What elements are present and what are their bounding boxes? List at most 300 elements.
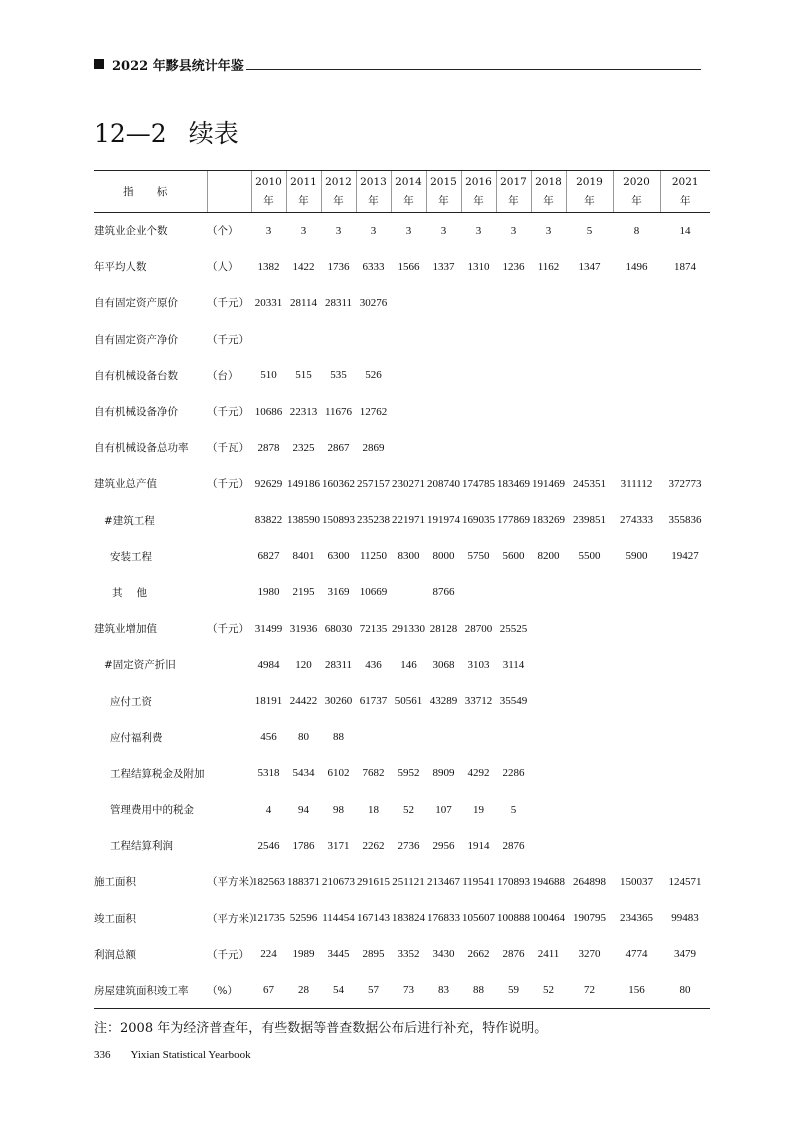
table-cell: 14 (679, 224, 691, 237)
table-cell: 2867 (327, 441, 350, 454)
table-cell: 33712 (464, 695, 493, 708)
row-label: 建筑业增加值 (94, 623, 157, 636)
row-unit (207, 828, 251, 864)
table-cell (531, 285, 566, 321)
table-cell: 4774 (625, 948, 648, 961)
table-cell: 98 (333, 803, 344, 816)
table-number: 12—2 (94, 119, 167, 148)
table-cell (531, 321, 566, 357)
table-header-row (94, 171, 710, 213)
statistics-table (94, 170, 710, 1009)
table-cell: 5 (586, 224, 593, 237)
table-cell: 92629 (254, 477, 283, 490)
table-cell (613, 321, 660, 357)
table-cell: 4984 (257, 658, 280, 671)
table-cell: 2325 (292, 441, 315, 454)
table-row (94, 828, 710, 864)
table-cell: 221971 (392, 514, 425, 527)
table-cell: 72135 (359, 622, 388, 635)
row-label: 应付福利费 (110, 731, 163, 744)
row-label: 竣工面积 (94, 912, 136, 925)
table-cell (613, 357, 660, 393)
table-cell: 3 (265, 224, 272, 237)
table-cell: 22313 (289, 405, 318, 418)
table-cell: 5434 (292, 767, 315, 780)
table-cell (613, 393, 660, 429)
table-cell (461, 285, 496, 321)
table-cell: 107 (435, 803, 452, 816)
table-cell: 182563 (252, 875, 285, 888)
table-cell (566, 647, 613, 683)
table-cell (426, 285, 461, 321)
table-row (94, 900, 710, 936)
year-header (496, 171, 531, 213)
table-cell: 230271 (392, 477, 425, 490)
table-cell: 138590 (287, 514, 320, 527)
table-cell: 1310 (467, 260, 490, 273)
table-cell: 3 (335, 224, 342, 237)
table-cell: 28311 (324, 658, 353, 671)
table-cell: 6300 (327, 550, 350, 563)
table-cell: 1236 (502, 260, 525, 273)
table-cell (660, 430, 710, 466)
table-cell (660, 285, 710, 321)
table-row (94, 357, 710, 393)
table-cell: 30276 (359, 296, 388, 309)
page-footer (94, 1049, 251, 1061)
table-cell: 291330 (392, 622, 425, 635)
table-cell (660, 574, 710, 610)
table-cell: 3068 (432, 658, 455, 671)
year-header (286, 171, 321, 213)
table-row (94, 285, 710, 321)
table-cell: 88 (461, 972, 496, 1008)
year-header (531, 171, 566, 213)
table-row (94, 719, 710, 755)
table-cell: 8909 (432, 767, 455, 780)
table-cell: 1496 (625, 260, 648, 273)
table-cell: 188371 (287, 875, 320, 888)
table-cell (356, 719, 391, 755)
year-label: 2016 (465, 175, 492, 188)
table-cell: 6827 (257, 550, 280, 563)
table-cell (566, 574, 613, 610)
table-cell (613, 285, 660, 321)
row-label: 自有机械设备总功率 (94, 442, 189, 455)
table-cell: 177869 (497, 514, 530, 527)
table-cell (321, 321, 356, 357)
table-cell: 239851 (573, 514, 606, 527)
table-cell: 67 (251, 972, 286, 1008)
table-cell: 1422 (292, 260, 315, 273)
table-cell: 1874 (674, 260, 696, 273)
table-cell (461, 357, 496, 393)
table-cell: 169035 (462, 514, 495, 527)
table-cell: 3430 (432, 948, 455, 961)
table-cell (566, 792, 613, 828)
table-cell (531, 611, 566, 647)
table-row (94, 213, 710, 249)
table-cell (461, 719, 496, 755)
table-cell: 176833 (427, 912, 460, 925)
table-cell (660, 393, 710, 429)
row-unit: （千元） (207, 478, 249, 491)
table-cell (660, 683, 710, 719)
table-cell: 28128 (429, 622, 458, 635)
table-cell (613, 611, 660, 647)
table-cell: 5318 (257, 767, 280, 780)
table-cell (426, 719, 461, 755)
table-cell: 7682 (362, 767, 385, 780)
row-unit: （千元） (207, 623, 249, 636)
table-cell: 59 (496, 972, 531, 1008)
table-cell: 121735 (252, 912, 285, 925)
table-cell: 19 (473, 803, 484, 816)
table-cell (613, 755, 660, 791)
row-unit: （%） (207, 972, 251, 1008)
table-cell: 194688 (532, 875, 565, 888)
table-cell: 156 (613, 972, 660, 1008)
year-header (660, 171, 710, 213)
table-cell: 190795 (573, 912, 606, 925)
table-cell: 5500 (578, 550, 601, 563)
table-cell: 80 (298, 731, 309, 744)
year-label: 2020 (623, 175, 650, 188)
table-cell: 2956 (432, 839, 455, 852)
table-cell (566, 430, 613, 466)
table-cell: 1347 (578, 260, 601, 273)
row-unit: （千瓦） (207, 442, 249, 455)
table-cell: 1980 (257, 586, 280, 599)
table-cell (531, 357, 566, 393)
table-cell: 4 (265, 803, 272, 816)
table-cell: 183824 (392, 912, 425, 925)
table-cell: 3 (545, 224, 552, 237)
table-cell: 2546 (257, 839, 280, 852)
table-cell: 8 (633, 224, 640, 237)
table-cell (531, 828, 566, 864)
table-cell: 3114 (502, 658, 525, 671)
table-cell: 100464 (532, 912, 565, 925)
table-cell: 52596 (289, 912, 318, 925)
table-cell: 2662 (467, 948, 490, 961)
row-label: 应付工资 (110, 695, 152, 708)
table-cell: 274333 (620, 514, 653, 527)
indicator-header: 指 标 (94, 171, 207, 213)
table-cell (566, 285, 613, 321)
table-title (94, 114, 239, 150)
table-cell (391, 357, 426, 393)
header-square-icon (94, 59, 104, 69)
table-cell (496, 430, 531, 466)
table-cell: 83 (426, 972, 461, 1008)
row-label: 工程结算利润 (110, 840, 173, 853)
table-row (94, 611, 710, 647)
page-number: 336 (94, 1049, 111, 1061)
table-cell: 35549 (499, 695, 528, 708)
table-cell (461, 321, 496, 357)
table-row (94, 647, 710, 683)
table-cell: 3 (300, 224, 307, 237)
table-cell: 3 (510, 224, 517, 237)
table-cell: 2878 (257, 441, 280, 454)
table-cell: 28 (286, 972, 321, 1008)
row-unit (207, 574, 251, 610)
row-label: 建筑业总产值 (94, 478, 157, 491)
row-label: 自有机械设备台数 (94, 369, 178, 382)
table-cell: 2876 (502, 839, 525, 852)
table-cell: 149186 (287, 477, 320, 490)
table-cell: 291615 (357, 875, 390, 888)
table-row (94, 466, 710, 502)
table-cell: 12762 (359, 405, 388, 418)
table-cell: 3 (370, 224, 377, 237)
table-cell (613, 683, 660, 719)
table-cell: 8401 (292, 550, 315, 563)
table-cell: 3352 (397, 948, 420, 961)
table-cell: 213467 (427, 875, 460, 888)
row-unit (207, 538, 251, 574)
year-header (356, 171, 391, 213)
table-cell: 167143 (357, 912, 390, 925)
table-cell (660, 828, 710, 864)
table-cell (613, 792, 660, 828)
table-cell: 515 (295, 369, 312, 382)
table-cell (566, 611, 613, 647)
table-cell (426, 393, 461, 429)
table-cell (531, 683, 566, 719)
table-cell: 11676 (324, 405, 353, 418)
table-cell: 1162 (537, 260, 560, 273)
table-cell (566, 828, 613, 864)
table-cell: 5 (510, 803, 517, 816)
table-cell (660, 611, 710, 647)
table-cell: 2195 (292, 586, 315, 599)
table-cell (426, 321, 461, 357)
table-cell: 150893 (322, 514, 355, 527)
table-cell: 257157 (357, 477, 390, 490)
row-label: 自有机械设备净价 (94, 406, 178, 419)
table-cell: 3479 (674, 948, 696, 961)
table-cell: 88 (333, 731, 344, 744)
table-cell: 311112 (620, 477, 653, 490)
table-cell (461, 393, 496, 429)
year-suffix: 年 (508, 194, 519, 207)
table-cell (613, 647, 660, 683)
year-suffix: 年 (298, 194, 309, 207)
table-row (94, 972, 710, 1008)
table-cell: 510 (260, 369, 277, 382)
table-cell: 2262 (362, 839, 385, 852)
table-cell: 100888 (497, 912, 530, 925)
row-label: 利润总额 (94, 948, 136, 961)
table-cell: 183269 (532, 514, 565, 527)
table-cell: 1914 (467, 839, 490, 852)
table-cell (496, 719, 531, 755)
table-cell: 25525 (499, 622, 528, 635)
table-cell: 43289 (429, 695, 458, 708)
row-label: 管理费用中的税金 (110, 804, 194, 817)
table-cell: 436 (365, 658, 382, 671)
table-row (94, 574, 710, 610)
table-cell: 1382 (257, 260, 280, 273)
table-cell (613, 430, 660, 466)
table-cell: 61737 (359, 695, 388, 708)
table-cell (356, 321, 391, 357)
table-cell (391, 574, 426, 610)
table-cell: 4292 (467, 767, 490, 780)
year-header (251, 171, 286, 213)
table-cell: 146 (400, 658, 417, 671)
year-suffix: 年 (584, 194, 595, 207)
table-cell: 114454 (322, 912, 355, 925)
row-unit (207, 647, 251, 683)
year-header (461, 171, 496, 213)
table-cell: 234365 (620, 912, 653, 925)
table-row (94, 430, 710, 466)
table-cell (531, 792, 566, 828)
table-cell: 83822 (254, 514, 283, 527)
row-label: 房屋建筑面积竣工率 (94, 972, 207, 1008)
row-label: #建筑工程 (104, 514, 155, 527)
table-cell: 80 (660, 972, 710, 1008)
table-body (94, 213, 710, 1009)
table-row (94, 683, 710, 719)
table-cell (391, 285, 426, 321)
table-cell (391, 321, 426, 357)
year-label: 2012 (325, 175, 352, 188)
table-cell: 124571 (668, 875, 702, 888)
table-cell (660, 755, 710, 791)
row-label: 其他 (112, 586, 161, 599)
table-cell: 24422 (289, 695, 318, 708)
year-header (613, 171, 660, 213)
table-cell (566, 683, 613, 719)
table-cell (496, 574, 531, 610)
table-cell: 54 (321, 972, 356, 1008)
table-cell (391, 393, 426, 429)
table-cell: 50561 (394, 695, 423, 708)
table-cell (531, 755, 566, 791)
table-row (94, 864, 710, 900)
table-cell: 245351 (573, 477, 606, 490)
table-cell: 526 (365, 369, 382, 382)
year-suffix: 年 (543, 194, 554, 207)
table-cell: 8000 (432, 550, 455, 563)
table-cell: 30260 (324, 695, 353, 708)
row-unit (207, 792, 251, 828)
table-cell: 1566 (397, 260, 420, 273)
table-cell (566, 357, 613, 393)
year-label: 2021 (671, 175, 699, 188)
table-cell: 57 (356, 972, 391, 1008)
table-cell (566, 755, 613, 791)
table-cell: 224 (260, 948, 277, 961)
row-label: 安装工程 (110, 550, 152, 563)
table-note: 注：2008 年为经济普查年，有些数据等普查数据公布后进行补充，特作说明。 (94, 1021, 548, 1036)
row-unit: （台） (207, 369, 239, 382)
row-unit: （千元） (207, 297, 249, 310)
row-unit: （千元） (207, 333, 249, 346)
table-cell (496, 285, 531, 321)
year-header (426, 171, 461, 213)
table-cell: 31936 (289, 622, 318, 635)
table-cell: 18191 (254, 695, 283, 708)
footer-text: Yixian Statistical Yearbook (130, 1049, 251, 1061)
row-label: 年平均人数 (94, 261, 147, 274)
table-cell: 5900 (625, 550, 648, 563)
header-title: 2022 年黟县统计年鉴 (112, 59, 244, 74)
table-cell: 8200 (537, 550, 560, 563)
row-label: 自有固定资产净价 (94, 333, 178, 346)
table-cell: 52 (531, 972, 566, 1008)
table-cell (391, 719, 426, 755)
row-unit (207, 755, 251, 791)
table-cell (391, 430, 426, 466)
row-unit (207, 719, 251, 755)
year-suffix: 年 (403, 194, 414, 207)
row-label: 施工面积 (94, 876, 136, 889)
table-cell: 11250 (359, 550, 388, 563)
table-cell: 372773 (668, 477, 702, 490)
row-unit: （千元） (207, 948, 249, 961)
row-label: #固定资产折旧 (104, 659, 176, 672)
table-cell (660, 321, 710, 357)
running-header (94, 56, 701, 76)
table-cell: 1989 (292, 948, 315, 961)
table-cell (613, 828, 660, 864)
table-cell: 160362 (322, 477, 355, 490)
table-cell: 183469 (497, 477, 530, 490)
table-cell: 3445 (327, 948, 350, 961)
table-cell: 119541 (462, 875, 495, 888)
table-row (94, 755, 710, 791)
year-suffix: 年 (473, 194, 484, 207)
table-cell: 235238 (357, 514, 390, 527)
table-cell: 2869 (362, 441, 385, 454)
table-cell: 5600 (502, 550, 525, 563)
table-cell (566, 321, 613, 357)
table-cell (660, 719, 710, 755)
year-suffix: 年 (680, 194, 691, 207)
year-suffix: 年 (368, 194, 379, 207)
table-cell: 3 (405, 224, 412, 237)
table-cell (426, 357, 461, 393)
table-cell: 2286 (502, 767, 525, 780)
table-cell: 28311 (324, 296, 353, 309)
year-label: 2010 (255, 175, 282, 188)
table-row (94, 249, 710, 285)
year-suffix: 年 (333, 194, 344, 207)
table-cell: 456 (260, 731, 277, 744)
table-cell: 3270 (578, 948, 601, 961)
row-unit (207, 683, 251, 719)
table-cell: 105607 (462, 912, 495, 925)
table-cell (531, 430, 566, 466)
table-cell: 6102 (327, 767, 350, 780)
year-label: 2017 (500, 175, 527, 188)
table-cell (531, 647, 566, 683)
table-cell (566, 719, 613, 755)
table-cell: 52 (403, 803, 414, 816)
table-cell: 8766 (432, 586, 455, 599)
table-cell: 94 (298, 803, 309, 816)
table-cell (496, 321, 531, 357)
table-cell: 264898 (573, 875, 606, 888)
row-unit: （个） (207, 225, 239, 238)
table-cell (660, 357, 710, 393)
table-cell: 191974 (427, 514, 460, 527)
